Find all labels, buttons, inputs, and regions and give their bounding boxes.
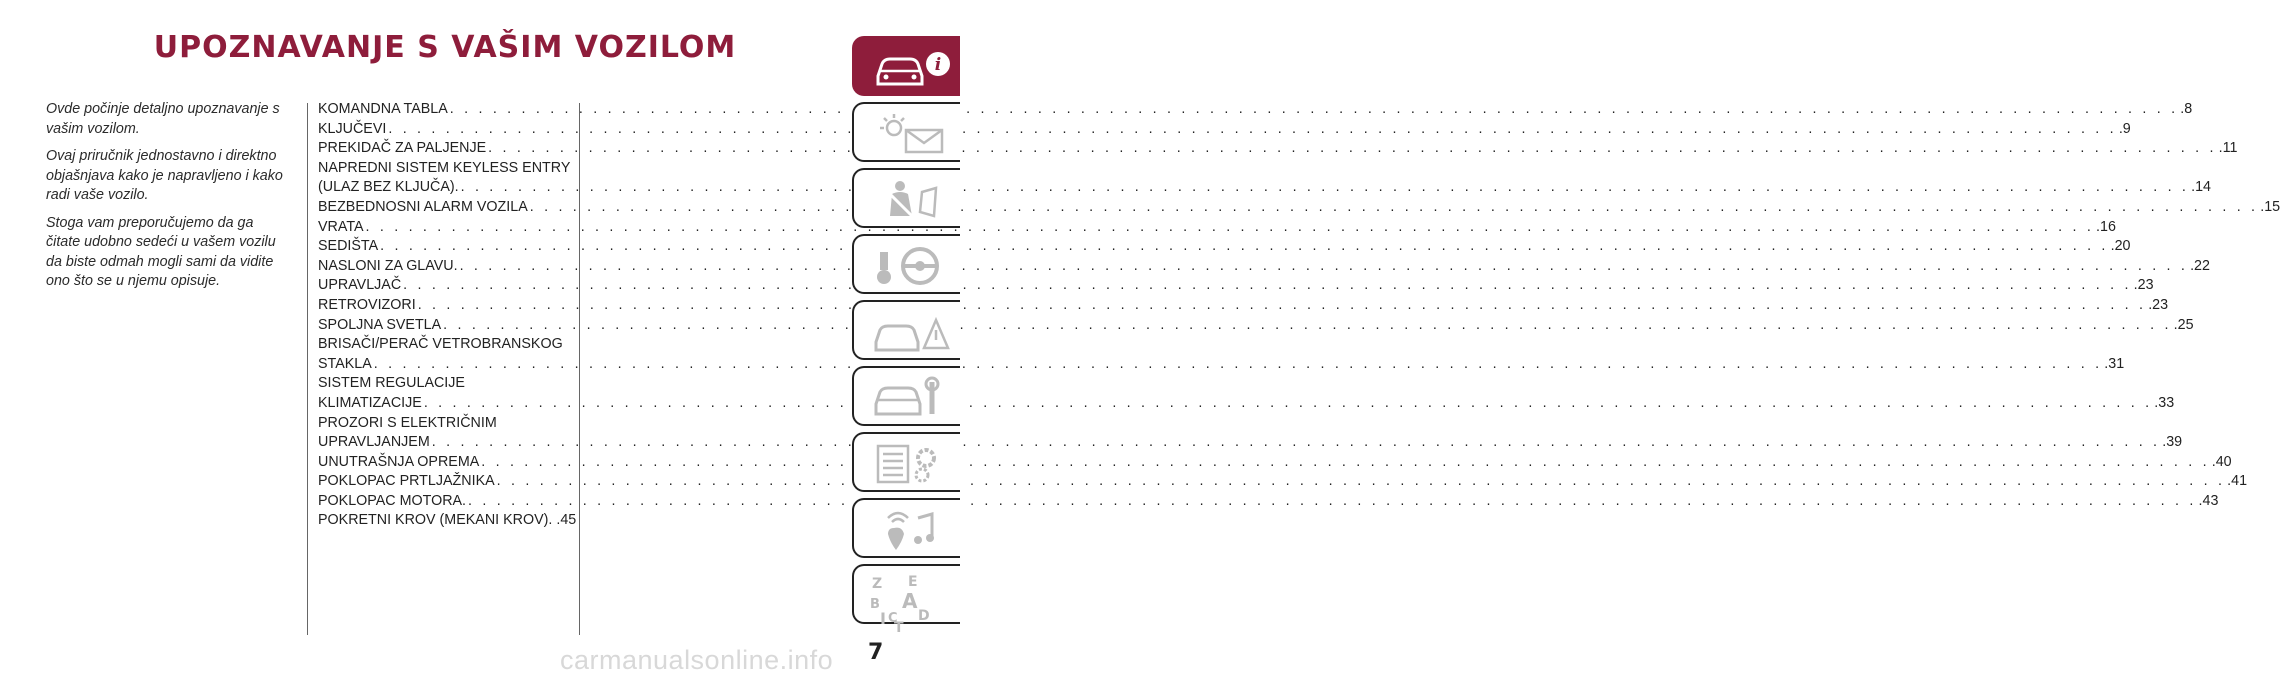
index-letter: C: [888, 611, 898, 626]
warning-lights-envelope-icon: [872, 112, 952, 156]
intro-paragraph: Ovaj priručnik jednostavno i direktno objašnjava kako je napravljeno i kako radi vaše vozilo.: [46, 148, 283, 203]
index-letter: B: [870, 597, 880, 612]
toc-leader-dots: [468, 492, 2196, 512]
toc-entry-page: .40: [2211, 453, 2232, 470]
toc-entry[interactable]: [318, 453, 2232, 473]
toc-leader-dots: [443, 316, 2171, 336]
toc-entry-label: SEDIŠTA: [318, 238, 379, 255]
toc-entry-page: .8: [2180, 101, 2193, 117]
toc-entry-label: STAKLA: [318, 355, 372, 372]
tab-emergency[interactable]: [852, 300, 960, 360]
toc-entry-page: .15: [2260, 198, 2280, 215]
toc-entry-label: SISTEM REGULACIJE: [318, 375, 465, 392]
tab-servicing[interactable]: [852, 366, 960, 426]
toc-leader-dots: [388, 120, 2116, 140]
toc-entry-page: .45: [556, 512, 577, 529]
toc-entry: [318, 335, 572, 355]
toc-entry-label: BEZBEDNOSNI ALARM VOZILA: [318, 198, 528, 215]
toc-leader-dots: [497, 472, 2225, 492]
tab-warning-lights[interactable]: [852, 102, 960, 162]
toc-entry-label: PROZORI S ELEKTRIČNIM: [318, 414, 497, 431]
toc-leader-dots: [488, 139, 2216, 159]
toc-entry: [318, 414, 572, 434]
toc-entry-label: (ULAZ BEZ KLJUČA).: [318, 179, 459, 196]
toc-leader-dots: [460, 257, 2188, 277]
toc-entry-label: UPRAVLJANJEM: [318, 434, 430, 451]
page-title: UPOZNAVANJE S VAŠIM VOZILOM: [153, 30, 737, 65]
toc-entry[interactable]: [318, 492, 2219, 512]
toc-entry-page: .31: [2104, 355, 2125, 372]
tab-multimedia[interactable]: [852, 498, 960, 558]
toc-entry[interactable]: [318, 296, 2169, 316]
toc-entry-label: VRATA: [318, 218, 364, 235]
toc-entry[interactable]: [318, 218, 2116, 238]
watermark: carmanualsonline.info: [560, 645, 834, 675]
tab-index[interactable]: [852, 564, 960, 636]
intro-paragraph: Ovde počinje detaljno upoznavanje s vašim vozilom.: [46, 101, 280, 137]
toc-entry[interactable]: [318, 394, 2175, 414]
index-letter: E: [908, 574, 918, 590]
toc-entry-page: .9: [2118, 120, 2131, 137]
toc-entry[interactable]: [318, 316, 2194, 336]
toc-leader-dots: [366, 218, 2094, 238]
toc-entry[interactable]: [318, 120, 2131, 140]
table-of-contents: [318, 100, 2280, 531]
toc-entry[interactable]: [318, 355, 2125, 375]
toc-leader-dots: [418, 296, 2146, 316]
index-letter: D: [918, 608, 930, 624]
toc-entry-label: BRISAČI/PERAČ VETROBRANSKOG: [318, 336, 563, 353]
toc-entry[interactable]: [318, 139, 2238, 159]
toc-entry-label: SPOLJNA SVETLA: [318, 316, 442, 333]
toc-entry-label: UNUTRAŠNJA OPREMA: [318, 453, 480, 470]
toc-entry[interactable]: [318, 198, 2280, 218]
tab-technical-data[interactable]: [852, 432, 960, 492]
tab-car-info[interactable]: [852, 36, 960, 96]
toc-entry-label: PREKIDAČ ZA PALJENJE: [318, 140, 487, 157]
toc-entry-label: KOMANDNA TABLA: [318, 101, 448, 117]
toc-entry[interactable]: [318, 433, 2183, 453]
toc-entry[interactable]: [318, 257, 2210, 277]
toc-entry[interactable]: [318, 472, 2248, 492]
car-info-icon: [872, 46, 952, 90]
toc-entry-page: .25: [2173, 316, 2194, 333]
toc-leader-dots: [374, 355, 2102, 375]
toc-entry-label: NASLONI ZA GLAVU.: [318, 257, 458, 274]
checklist-gears-icon: [872, 442, 952, 486]
toc-leader-dots: [424, 394, 2152, 414]
index-letter: T: [894, 620, 904, 636]
index-letter: Z: [872, 576, 883, 592]
toc-entry[interactable]: [318, 100, 2193, 120]
tab-safety[interactable]: [852, 168, 960, 228]
toc-entry: [318, 159, 572, 179]
toc-entry-page: .23: [2133, 277, 2154, 294]
toc-leader-dots: [403, 276, 2131, 296]
toc-leader-dots: [450, 100, 2178, 120]
toc-leader-dots: [481, 453, 2209, 473]
seatbelt-airbag-icon: [872, 178, 952, 222]
toc-entry-label: POKLOPAC MOTORA.: [318, 492, 467, 509]
toc-entry-page: .14: [2191, 179, 2211, 196]
toc-entry-page: .33: [2154, 394, 2175, 411]
toc-entry[interactable]: [318, 237, 2131, 257]
toc-entry-label: POKLOPAC PRTLJAŽNIKA: [318, 473, 495, 490]
toc-entry-page: .22: [2190, 257, 2210, 274]
toc-entry-page: .39: [2162, 434, 2183, 451]
toc-leader-dots: [380, 237, 2108, 257]
intro-text: [46, 100, 286, 300]
car-crash-warning-icon: [872, 310, 952, 354]
toc-entry-label: POKRETNI KROV (MEKANI KROV).: [318, 512, 553, 529]
intro-paragraph: Stoga vam preporučujemo da ga čitate udobno sedeći u vašem vozilu da biste odmah mogli sami da vidite ono što se u njemu opisuje.: [46, 214, 276, 289]
alphabetical-index-icon: [872, 574, 952, 634]
toc-entry-label: KLJUČEVI: [318, 120, 387, 137]
column-divider: [307, 103, 308, 635]
toc-entry[interactable]: [318, 276, 2154, 296]
toc-leader-dots: [432, 433, 2160, 453]
key-steering-wheel-icon: [872, 244, 952, 288]
index-letter: A: [902, 589, 918, 613]
toc-entry-page: .23: [2148, 296, 2169, 313]
toc-entry-page: .43: [2198, 492, 2219, 509]
toc-entry-label: UPRAVLJAČ: [318, 277, 402, 294]
toc-entry[interactable]: [318, 178, 2211, 198]
toc-entry-page: .11: [2218, 140, 2238, 157]
toc-entry: [318, 374, 572, 394]
toc-entry-page: .41: [2227, 473, 2248, 490]
svg-text:i: i: [934, 55, 942, 75]
toc-leader-dots: [530, 198, 2258, 218]
tab-starting-driving[interactable]: [852, 234, 960, 294]
page-number: 7: [868, 640, 884, 665]
index-letter: I: [880, 609, 886, 628]
toc-entry-label: RETROVIZORI: [318, 296, 416, 313]
toc-entry[interactable]: [318, 511, 577, 531]
toc-entry-label: KLIMATIZACIJE: [318, 394, 422, 411]
toc-leader-dots: [461, 178, 2189, 198]
car-wrench-icon: [872, 376, 952, 420]
toc-entry-label: NAPREDNI SISTEM KEYLESS ENTRY: [318, 159, 571, 176]
toc-entry-page: .16: [2096, 218, 2116, 235]
toc-entry-page: .20: [2110, 238, 2131, 255]
media-navigation-icon: [872, 508, 952, 552]
